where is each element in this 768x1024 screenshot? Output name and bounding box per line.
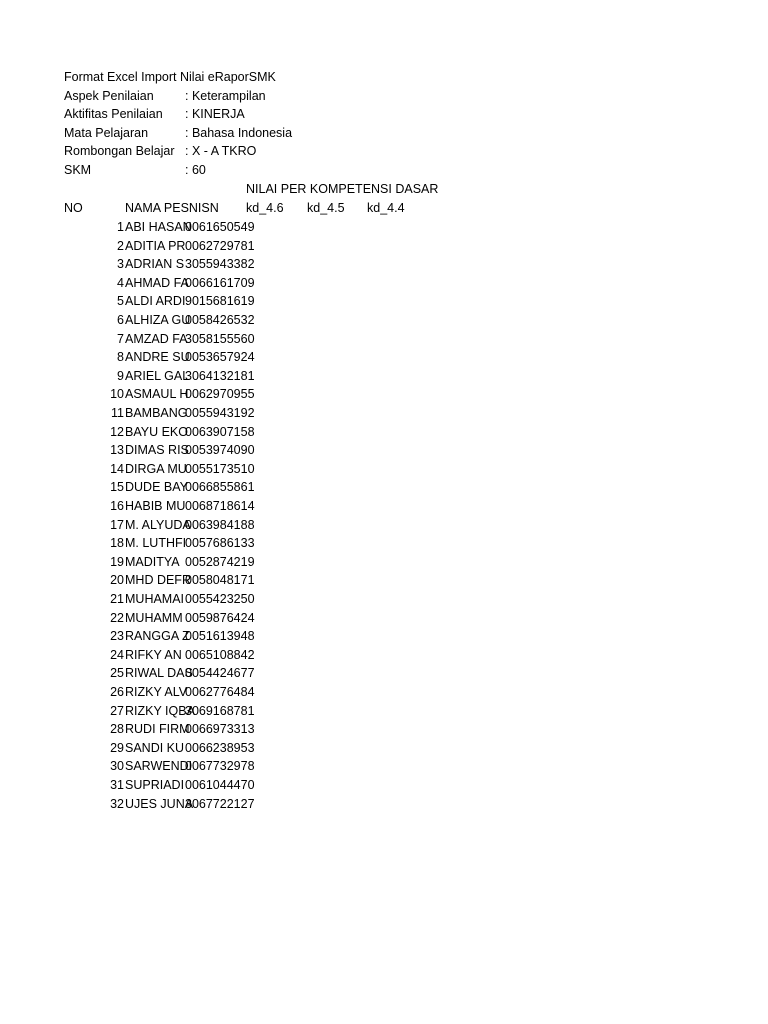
meta-label: Aktifitas Penilaian bbox=[64, 107, 163, 122]
row-number: 9 bbox=[117, 368, 124, 383]
student-name: SANDI KU bbox=[125, 740, 185, 755]
table-row bbox=[0, 683, 768, 702]
student-name: MUHAMM bbox=[125, 610, 183, 625]
student-nisn: 0061650549 bbox=[185, 220, 255, 234]
student-nisn: 0058426532 bbox=[185, 313, 255, 327]
meta-label: Format Excel Import Nilai eRaporSMK bbox=[64, 70, 276, 84]
student-nisn: 3058155560 bbox=[185, 331, 255, 346]
table-row bbox=[0, 292, 768, 311]
student-name: UJES JUNA bbox=[125, 796, 194, 811]
row-number: 31 bbox=[110, 778, 124, 792]
row-number: 13 bbox=[110, 443, 124, 458]
row-number: 24 bbox=[110, 647, 124, 662]
student-name: MHD DEFR bbox=[125, 573, 191, 588]
student-nisn: 0062970955 bbox=[185, 387, 255, 402]
student-nisn: 9015681619 bbox=[185, 294, 255, 309]
student-name: DIRGA MU bbox=[125, 461, 187, 476]
table-row bbox=[0, 274, 768, 293]
student-name: M. LUTHFI bbox=[125, 536, 187, 551]
row-number: 7 bbox=[117, 331, 124, 346]
student-name: ARIEL GAL bbox=[125, 368, 190, 383]
table-row bbox=[0, 385, 768, 404]
student-nisn: 0057686133 bbox=[185, 536, 255, 551]
row-number: 16 bbox=[110, 499, 124, 513]
table-row bbox=[0, 646, 768, 665]
meta-value: : 60 bbox=[185, 163, 206, 177]
row-number: 27 bbox=[110, 703, 124, 718]
meta-line bbox=[0, 105, 768, 124]
student-name: ASMAUL H bbox=[125, 387, 189, 402]
row-number: 2 bbox=[117, 238, 124, 253]
table-row bbox=[0, 367, 768, 386]
meta-line bbox=[0, 68, 768, 87]
student-nisn: 0066855861 bbox=[185, 480, 255, 495]
table-row bbox=[0, 218, 768, 237]
row-number: 10 bbox=[110, 387, 124, 402]
table-row bbox=[0, 571, 768, 590]
table-row bbox=[0, 423, 768, 442]
row-number: 1 bbox=[117, 220, 124, 234]
row-number: 14 bbox=[110, 461, 124, 476]
table-row bbox=[0, 609, 768, 628]
student-nisn: 3067722127 bbox=[185, 796, 255, 811]
student-name: BAYU EKO bbox=[125, 424, 188, 439]
row-number: 22 bbox=[110, 610, 124, 625]
student-nisn: 0059876424 bbox=[185, 610, 255, 625]
student-nisn: 0067732978 bbox=[185, 759, 255, 774]
student-name: ALDI ARDI bbox=[125, 294, 186, 309]
meta-label: Rombongan Belajar bbox=[64, 144, 175, 159]
table-row bbox=[0, 330, 768, 349]
row-number: 15 bbox=[110, 480, 124, 495]
row-number: 21 bbox=[110, 592, 124, 606]
meta-label: Mata Pelajaran bbox=[64, 125, 149, 140]
student-name: MADITYA bbox=[125, 554, 180, 569]
student-nisn: 3069168781 bbox=[185, 703, 255, 718]
col-header-nama-nisn: NAMA PESNISN bbox=[125, 201, 219, 215]
table-row bbox=[0, 664, 768, 683]
student-name: RUDI FIRM bbox=[125, 722, 190, 737]
row-number: 29 bbox=[110, 740, 124, 755]
table-row bbox=[0, 627, 768, 646]
student-name: ANDRE SU bbox=[125, 350, 190, 365]
student-nisn: 0066238953 bbox=[185, 740, 255, 755]
meta-line bbox=[0, 161, 768, 180]
student-nisn: 0055173510 bbox=[185, 461, 255, 476]
student-nisn: 0062729781 bbox=[185, 238, 255, 253]
table-row bbox=[0, 757, 768, 776]
student-nisn: 3064132181 bbox=[185, 368, 255, 383]
table-row bbox=[0, 553, 768, 572]
table-row bbox=[0, 478, 768, 497]
student-name: ALHIZA GU bbox=[125, 313, 191, 327]
student-name: SUPRIADI bbox=[125, 778, 185, 792]
meta-line bbox=[0, 87, 768, 106]
student-nisn: 0053657924 bbox=[185, 350, 255, 365]
table-row bbox=[0, 702, 768, 721]
row-number: 30 bbox=[110, 759, 124, 774]
meta-label: SKM bbox=[64, 163, 92, 177]
row-number: 23 bbox=[110, 629, 124, 644]
student-name: MUHAMAI bbox=[125, 592, 185, 606]
student-name: RIZKY ALV bbox=[125, 685, 188, 699]
table-row bbox=[0, 441, 768, 460]
table-row bbox=[0, 739, 768, 758]
row-number: 5 bbox=[117, 294, 124, 309]
student-nisn: 0066973313 bbox=[185, 722, 255, 737]
student-nisn: 0055423250 bbox=[185, 592, 255, 606]
table-row bbox=[0, 460, 768, 479]
row-number: 4 bbox=[117, 275, 124, 290]
student-nisn: 0063907158 bbox=[185, 424, 255, 439]
table-row bbox=[0, 311, 768, 330]
column-header-row bbox=[0, 199, 768, 218]
student-name: RIWAL DAS bbox=[125, 666, 193, 681]
student-nisn: 0068718614 bbox=[185, 499, 255, 513]
meta-line bbox=[0, 142, 768, 161]
row-number: 19 bbox=[110, 554, 124, 569]
row-number: 25 bbox=[110, 666, 124, 681]
col-header-no: NO bbox=[64, 201, 83, 215]
row-number: 3 bbox=[117, 257, 124, 272]
student-nisn: 3055943382 bbox=[185, 257, 255, 272]
student-nisn: 0065108842 bbox=[185, 647, 255, 662]
student-nisn: 0062776484 bbox=[185, 685, 255, 699]
student-name: M. ALYUDA bbox=[125, 517, 191, 532]
student-nisn: 0051613948 bbox=[185, 629, 255, 644]
row-number: 12 bbox=[110, 424, 124, 439]
meta-value: : Bahasa Indonesia bbox=[185, 125, 293, 140]
row-number: 6 bbox=[117, 313, 124, 327]
col-header-kd-4-6: kd_4.6 bbox=[246, 201, 284, 215]
meta-line bbox=[0, 124, 768, 143]
table-row bbox=[0, 348, 768, 367]
student-name: RIZKY IQBA bbox=[125, 703, 195, 718]
student-name: DIMAS RIS bbox=[125, 443, 189, 458]
col-header-kd-4-5: kd_4.5 bbox=[307, 201, 345, 215]
table-row bbox=[0, 720, 768, 739]
student-nisn: 0058048171 bbox=[185, 573, 255, 588]
student-nisn: 0063984188 bbox=[185, 517, 255, 532]
table-row bbox=[0, 237, 768, 256]
student-nisn: 0061044470 bbox=[185, 778, 255, 792]
meta-value: : Keterampilan bbox=[185, 88, 266, 103]
student-name: HABIB MU bbox=[125, 499, 186, 513]
row-number: 28 bbox=[110, 722, 124, 737]
student-name: DUDE BAY bbox=[125, 480, 188, 495]
row-number: 32 bbox=[110, 796, 124, 811]
student-nisn: 0052874219 bbox=[185, 554, 255, 569]
meta-value: : KINERJA bbox=[185, 107, 245, 122]
student-name: SARWENDI bbox=[125, 759, 193, 774]
student-nisn: 0055943192 bbox=[185, 406, 255, 420]
student-name: RANGGA Z bbox=[125, 629, 190, 644]
col-header-kd-4-4: kd_4.4 bbox=[367, 201, 405, 215]
student-name: ABI HASAN bbox=[125, 220, 192, 234]
table-row bbox=[0, 776, 768, 795]
meta-value: : X - A TKRO bbox=[185, 144, 257, 159]
student-nisn: 0053974090 bbox=[185, 443, 255, 458]
student-name: BAMBANG bbox=[125, 406, 188, 420]
row-number: 26 bbox=[110, 685, 124, 699]
table-row bbox=[0, 534, 768, 553]
student-nisn: 0054424677 bbox=[185, 666, 255, 681]
row-number: 20 bbox=[110, 573, 124, 588]
row-number: 11 bbox=[111, 406, 124, 420]
table-row bbox=[0, 590, 768, 609]
table-row bbox=[0, 404, 768, 423]
table-row bbox=[0, 795, 768, 814]
table-row bbox=[0, 497, 768, 516]
row-number: 17 bbox=[110, 517, 124, 532]
student-nisn: 0066161709 bbox=[185, 275, 255, 290]
group-header: NILAI PER KOMPETENSI DASAR bbox=[246, 182, 439, 196]
table-row bbox=[0, 255, 768, 274]
student-name: AHMAD FA bbox=[125, 275, 189, 290]
student-name: AMZAD FA bbox=[125, 331, 188, 346]
meta-label: Aspek Penilaian bbox=[64, 88, 154, 103]
row-number: 18 bbox=[110, 536, 124, 551]
student-name: ADRIAN S bbox=[125, 257, 185, 272]
student-name: RIFKY AN bbox=[125, 647, 182, 662]
table-row bbox=[0, 516, 768, 535]
student-name: ADITIA PR bbox=[125, 238, 186, 253]
row-number: 8 bbox=[117, 350, 124, 365]
